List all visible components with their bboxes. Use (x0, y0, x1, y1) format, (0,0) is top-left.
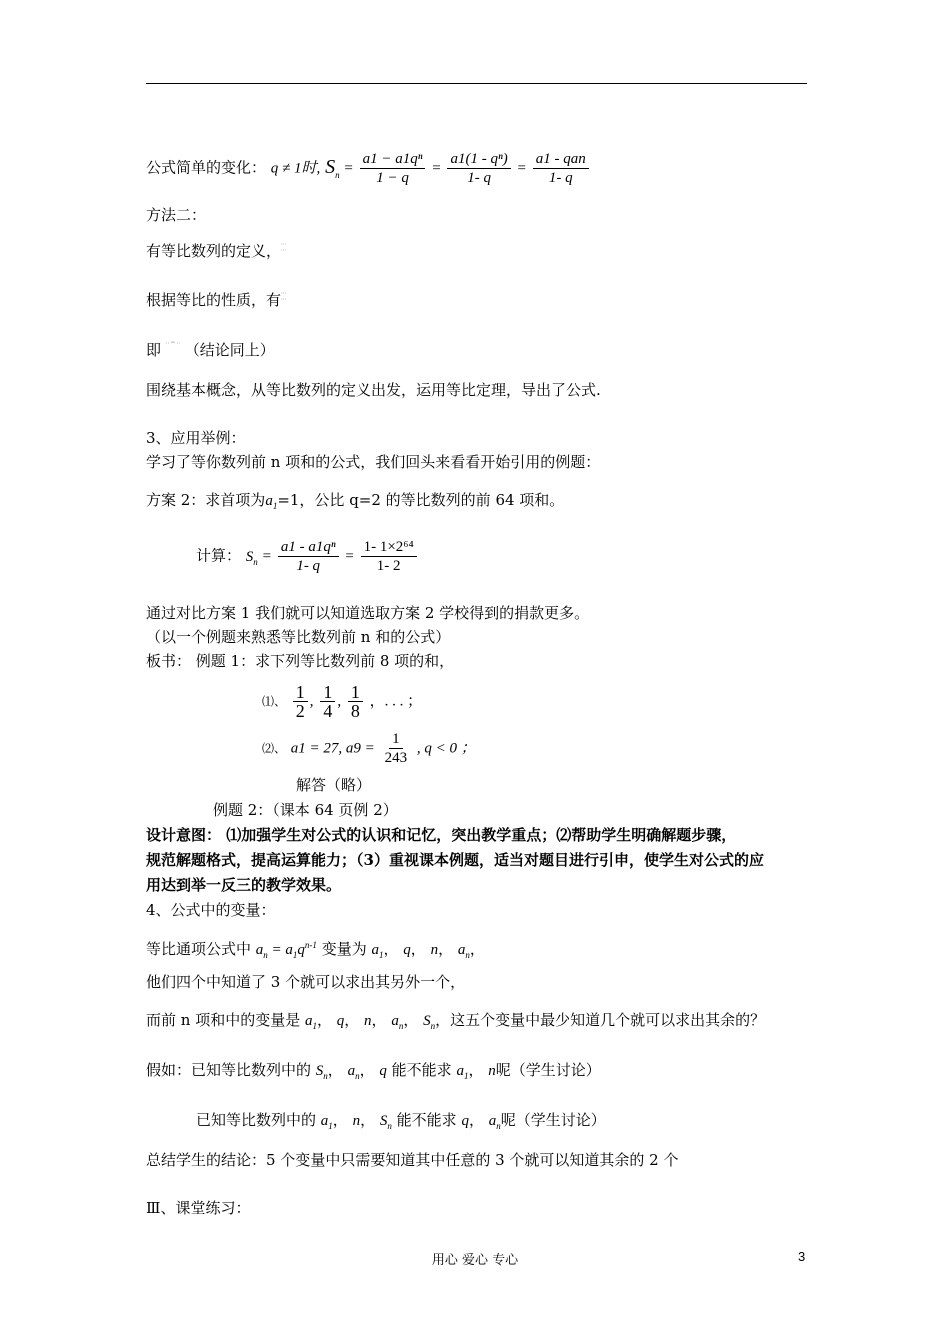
example-2: 例题 2：（课本 64 页例 2） (213, 801, 398, 819)
conclusion-line: 即 :: ⇒ :: （结论同上） (146, 340, 275, 359)
question-2-line: 已知等比数列中的 $a_1$， n， $S_n$ 能不能求 q， $a_n$呢（学生讨论） (196, 1111, 606, 1131)
condition: q ≠ 1时, (270, 160, 321, 177)
answer-omitted: 解答（略） (296, 776, 372, 794)
footer-text: 用心 爱心 专心 (431, 1253, 519, 1268)
review-line: 学习了等你数列前 n 项和的公式，我们回头来看看开始引用的例题： (146, 453, 601, 471)
four-variables-line: 他们四个中知道了 3 个就可以求出其另外一个， (146, 973, 466, 991)
calc-fraction-2: $\frac{\text{1- 1×2⁶⁴}}{1- 2}$ (361, 538, 417, 575)
summary-line: 围绕基本概念，从等比数列的定义出发，运用等比定理，导出了公式. (146, 381, 601, 399)
method-two: 方法二： (146, 206, 207, 224)
section-4-heading: 4、公式中的变量： (146, 901, 276, 919)
plan-2-line: 方案 2：求首项为$a_1=1$，公比 q=2 的等比数列的前 64 项和。 (146, 491, 565, 511)
text: 公式简单的变化： (146, 158, 267, 177)
page-number: 3 (798, 1249, 806, 1264)
fraction-2: $\frac{\text{a1(1 - qⁿ)}}{1- q}$ (447, 150, 510, 187)
example-1-part-2: ⑵、 a1 = 27, a9 = $\frac{1}{243}$ , q < 0 ； (262, 731, 476, 766)
fraction-eighth: $\frac{1}{8}$ (348, 683, 363, 720)
five-variables-line: 而前 n 项和中的变量是 $a_1$， q， n， $a_n$， $S_n$，这五个变量中最少知道几个就可以求出其余的？ (146, 1011, 766, 1031)
property-line: 根据等比的性质，有::: ::: (146, 290, 287, 309)
section-3-practice-heading: Ⅲ、课堂练习： (146, 1199, 251, 1217)
general-term-line: 等比通项公式中 $a_n = a_1q^{n-1}$ 变量为 $a_1$， q， n， $a_n$， (146, 940, 485, 960)
question-1-line: 假如：已知等比数列中的 $S_n$， $a_n$， q 能不能求 $a_1$， n呢（学生讨论） (146, 1061, 601, 1081)
header-rule (146, 83, 807, 84)
formula-variation-line: 公式简单的变化： q ≠ 1时, $S_n$ = $\frac{\text{a1 − a1qⁿ}}{1 - q}$ = $\frac{\text{a1(1 - qⁿ)}}{1- q}$ = $\frac{\text{a1 - qan}}{1- q}$ (146, 150, 591, 187)
comparison-line: 通过对比方案 1 我们就可以知道选取方案 2 学校得到的捐款更多。 (146, 604, 590, 622)
fraction-half: $\frac{1}{2}$ (293, 683, 308, 720)
calc-fraction-1: $\frac{\text{a1 - a1qⁿ}}{1- q}$ (278, 538, 339, 575)
fraction-1: $\frac{\text{a1 − a1qⁿ}}{1 - q}$ (360, 150, 426, 187)
example-1-part-1: ⑴、 $\frac{1}{2}$ , $\frac{1}{4}$ , $\frac{1}{8}$ ，. . . ； (262, 682, 423, 721)
fraction-1-243: $\frac{1}{243}$ (384, 731, 408, 766)
example-note: （以一个例题来熟悉等比数列前 n 和的公式） (146, 628, 451, 646)
board-example-1: 板书： 例题 1：求下列等比数列前 8 项的和， (146, 652, 455, 670)
formula-image: ::: ::: (281, 290, 287, 302)
sum-symbol: $S_n$ (325, 155, 340, 180)
formula-image: :: ⇒ :: (165, 340, 180, 346)
section-3-heading: 3、应用举例： (146, 429, 246, 447)
design-intent-3: 用达到举一反三的教学效果。 (146, 876, 342, 894)
design-intent-1: 设计意图： ⑴加强学生对公式的认识和记忆，突出教学重点；⑵帮助学生明确解题步骤， (146, 826, 737, 844)
fraction-3: $\frac{\text{a1 - qan}}{1- q}$ (533, 150, 589, 187)
design-intent-2: 规范解题格式，提高运算能力；（3）重视课本例题，适当对题目进行引申，使学生对公式的应 (146, 851, 764, 869)
definition-line: 有等比数列的定义，::: ::: (146, 241, 287, 260)
student-conclusion-line: 总结学生的结论：5 个变量中只需要知道其中任意的 3 个就可以知道其余的 2 个 (146, 1151, 679, 1169)
calculation-line: 计算： $S_n$ = $\frac{\text{a1 - a1qⁿ}}{1- q}$ = $\frac{\text{1- 1×2⁶⁴}}{1- 2}$ (196, 538, 419, 575)
fraction-quarter: $\frac{1}{4}$ (320, 683, 335, 720)
formula-image: ::: ::: (281, 241, 287, 253)
